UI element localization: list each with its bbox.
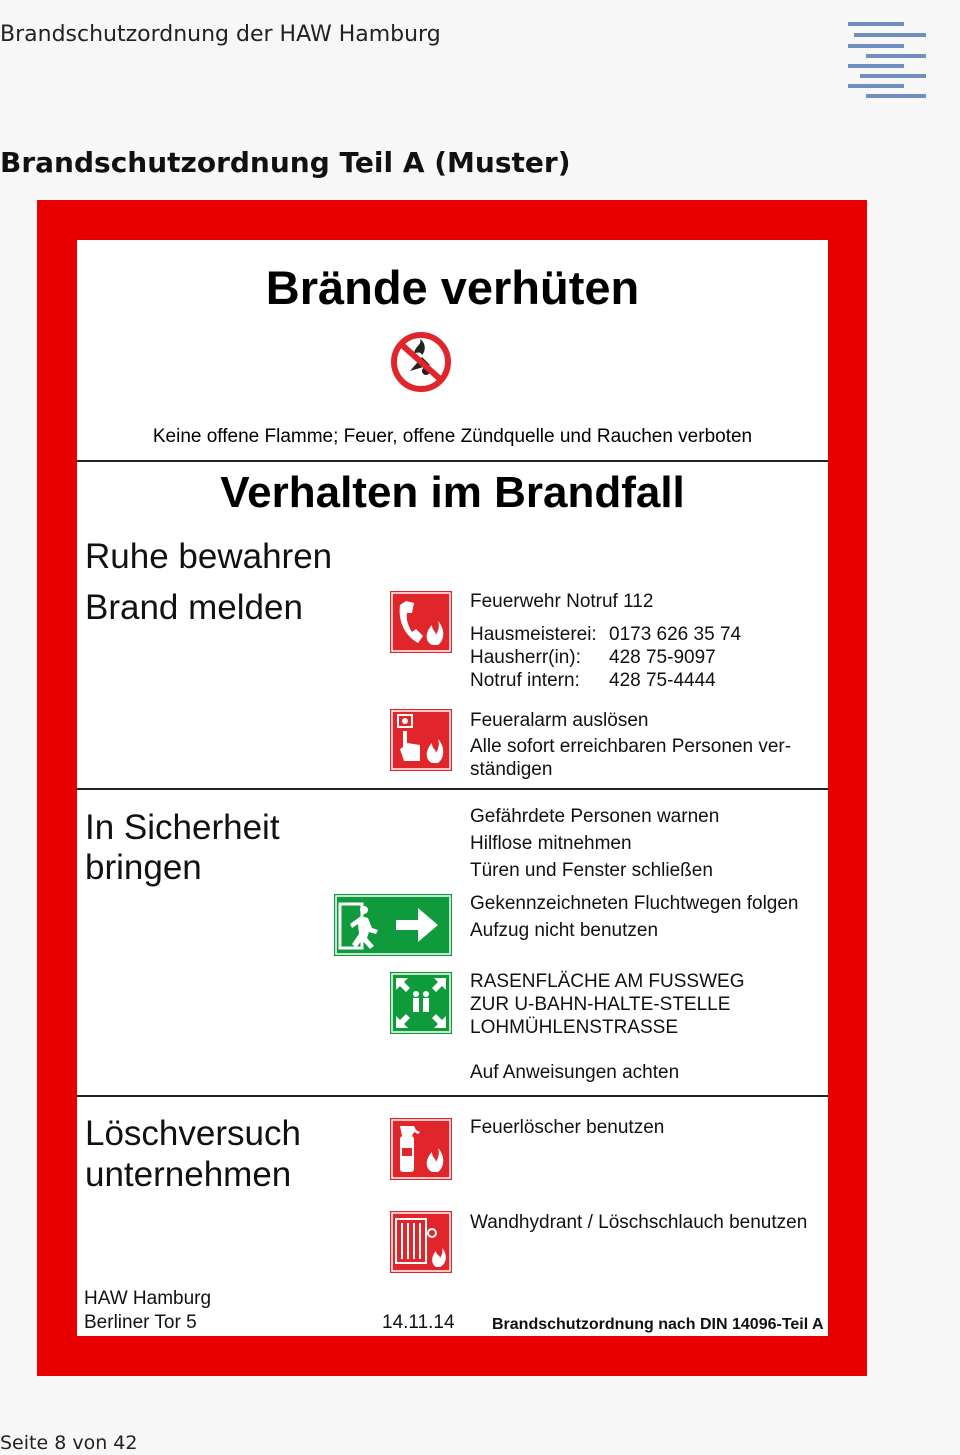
fire-phone-icon xyxy=(390,591,452,653)
report-fire-heading: Brand melden xyxy=(85,588,303,627)
contact-value: 428 75-9097 xyxy=(609,647,716,668)
divider xyxy=(77,1095,828,1097)
alarm-line-1: Feueralarm auslösen xyxy=(470,710,649,731)
instructions-text: Auf Anweisungen achten xyxy=(470,1062,680,1083)
contact-label: Notruf intern: xyxy=(470,670,580,691)
contact-row-3 xyxy=(470,669,716,692)
prevent-title: Brände verhüten xyxy=(265,261,640,314)
assembly-line-3: LOHMÜHLENSTRASSE xyxy=(470,1017,678,1038)
extinguish-heading-line-2: unternehmen xyxy=(85,1155,292,1194)
warn-text: Gefährdete Personen warnen xyxy=(470,806,720,827)
hydrant-text: Wandhydrant / Löschschlauch benutzen xyxy=(470,1212,808,1233)
assembly-line-2: ZUR U-BAHN-HALTE-STELLE xyxy=(470,994,731,1015)
extinguish-heading-line-1: Löschversuch xyxy=(85,1114,301,1153)
behavior-title: Verhalten im Brandfall xyxy=(220,468,685,517)
contact-row-2 xyxy=(470,646,716,669)
alarm-line-3: ständigen xyxy=(470,759,553,780)
emergency-title: Feuerwehr Notruf 112 xyxy=(470,591,654,612)
contact-value: 428 75-4444 xyxy=(609,670,716,691)
document-header: Brandschutzordnung der HAW Hamburg xyxy=(0,22,441,47)
extinguisher-text: Feuerlöscher benutzen xyxy=(470,1117,665,1138)
footer-org: HAW Hamburg xyxy=(84,1288,212,1309)
divider xyxy=(77,788,828,790)
footer-address: Berliner Tor 5 xyxy=(84,1312,197,1333)
assembly-line-1: RASENFLÄCHE AM FUSSWEG xyxy=(470,971,745,992)
contact-label: Hausherr(in): xyxy=(470,647,581,668)
haw-logo-icon xyxy=(846,20,928,100)
fire-extinguisher-icon xyxy=(390,1118,452,1180)
footer-date: 14.11.14 xyxy=(382,1312,455,1333)
no-open-flame-icon xyxy=(390,331,452,393)
emergency-exit-icon xyxy=(334,894,452,956)
fire-order-panel xyxy=(77,240,828,1336)
safety-heading-line-2: bringen xyxy=(85,848,202,887)
stay-calm-heading: Ruhe bewahren xyxy=(85,537,333,576)
page-title: Brandschutzordnung Teil A (Muster) xyxy=(0,146,571,179)
page-number: Seite 8 von 42 xyxy=(0,1432,138,1454)
fire-hose-icon xyxy=(390,1211,452,1273)
footer-norm: Brandschutzordnung nach DIN 14096-Teil A xyxy=(492,1316,824,1333)
prevent-caption: Keine offene Flamme; Feuer, offene Zündquelle und Rauchen verboten xyxy=(152,426,753,447)
fire-alarm-button-icon xyxy=(390,709,452,771)
contact-row-1 xyxy=(470,623,741,646)
assembly-point-icon xyxy=(390,972,452,1034)
elevator-text: Aufzug nicht benutzen xyxy=(470,920,659,941)
alarm-line-2: Alle sofort erreichbaren Personen ver- xyxy=(470,736,792,757)
divider xyxy=(77,460,828,462)
doors-text: Türen und Fenster schließen xyxy=(470,860,713,881)
contact-value: 0173 626 35 74 xyxy=(609,624,742,645)
safety-heading-line-1: In Sicherheit xyxy=(85,808,280,847)
helpless-text: Hilflose mitnehmen xyxy=(470,833,632,854)
contact-label: Hausmeisterei: xyxy=(470,624,597,645)
escape-route-text: Gekennzeichneten Fluchtwegen folgen xyxy=(470,893,799,914)
